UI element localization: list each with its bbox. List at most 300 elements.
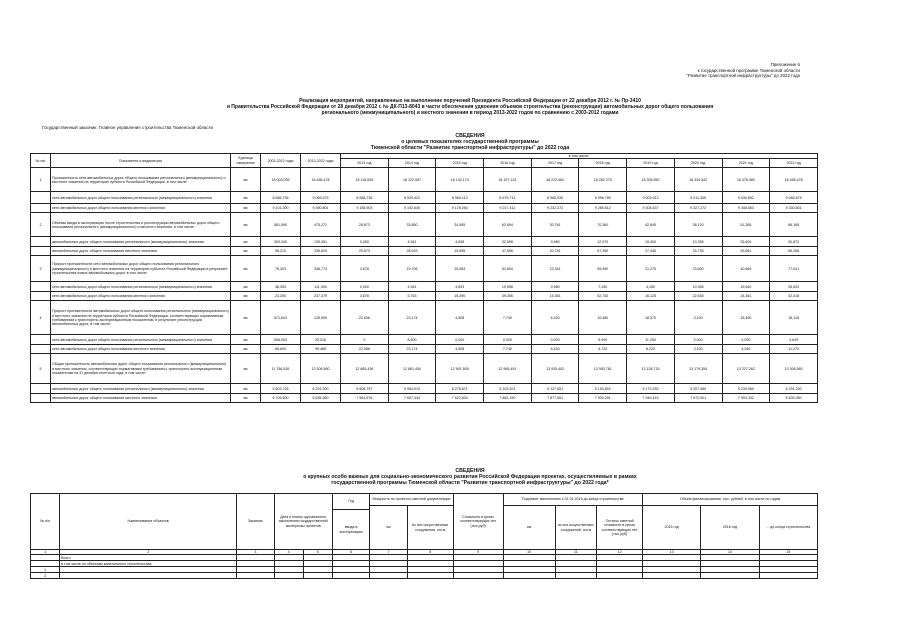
- indicator-number: [31, 394, 51, 403]
- column-number: 8: [407, 550, 453, 555]
- indicators-table: [30, 153, 818, 403]
- projects-table: [30, 493, 818, 579]
- indicator-value: 581,590: [261, 213, 301, 237]
- indicator-value: 5,763: [388, 292, 436, 301]
- indicator-value: 30,872: [770, 237, 818, 247]
- column-number: 3: [237, 550, 274, 555]
- col-year-header: 2019 год: [627, 159, 675, 168]
- document-title: [160, 98, 780, 116]
- col-unit-header: Единица измерения: [231, 154, 261, 168]
- section1-title-line: СВЕДЕНИЯ: [455, 133, 485, 139]
- indicator-value: 13 083,761: [579, 354, 627, 384]
- state-customer: Государственный заказчик: Главное управление строительства Тюменской области: [42, 125, 214, 130]
- indicator-name: Общая протяженность автомобильных дорог общего пользования регионального (межмуниципального) и местного значения, соответствующих нормативным требованиям к транспортно-эксплуатационным показателям на 31 декабря отчетного года, в том числе:: [51, 354, 231, 384]
- indicator-value: 5 207,360: [674, 384, 722, 394]
- indicator-value: 7,740: [484, 345, 532, 354]
- col-period2-header: 2013-2022 годы: [301, 154, 341, 168]
- indicator-value: 20,781: [531, 247, 579, 256]
- column-number: 2: [60, 550, 237, 555]
- indicator-value: 65,600: [261, 345, 301, 354]
- indicator-value: 5,720: [579, 345, 627, 354]
- indicator-value: 0,000: [531, 335, 579, 345]
- section2-title-line: СВЕДЕНИЯ: [455, 468, 485, 474]
- indicator-value: 18 115,639: [341, 168, 389, 192]
- indicator-value: 19,598: [484, 282, 532, 292]
- indicator-value: 18 334,542: [674, 168, 722, 192]
- indicator-value: 0,000: [341, 282, 389, 292]
- column-number: 12: [597, 550, 643, 555]
- indicator-value: 22,986: [341, 345, 389, 354]
- indicator-value: 0,000: [674, 335, 722, 345]
- indicator-value: 48,353: [261, 282, 301, 292]
- indicator-value: 7 607,444: [388, 394, 436, 403]
- indicator-value: 11 756,526: [261, 354, 301, 384]
- indicator-name: сети автомобильных дорог общего пользования местного значения: [51, 345, 231, 354]
- indicator-value: 8 958,736: [341, 192, 389, 204]
- indicator-name: сети автомобильных дорог общего пользования регионального (межмуниципального) значения: [51, 192, 231, 204]
- indicator-value: 18 378,480: [722, 168, 770, 192]
- indicator-value: 98,210: [261, 247, 301, 256]
- indicator-name: сети автомобильных дорог общего пользования местного значения: [51, 292, 231, 301]
- indicator-value: 7,740: [484, 301, 532, 335]
- indicator-unit: км: [231, 192, 261, 204]
- t2-row-num: 1: [31, 567, 60, 573]
- col-year-header: 2020 год: [674, 159, 722, 168]
- indicator-name: Протяженность сети автомобильных дорог общего пользования регионального (межмуниципального) и местного значения на территории субъекта Российской Федерации, в том числе:: [51, 168, 231, 192]
- indicator-value: 139,451: [301, 237, 341, 247]
- indicator-value: 25,735: [674, 247, 722, 256]
- indicator-value: 99,488: [301, 345, 341, 354]
- indicator-value: 9 285,512: [579, 204, 627, 213]
- indicator-value: 13 227,262: [722, 354, 770, 384]
- indicator-value: 13 179,354: [674, 354, 722, 384]
- indicator-value: 18 456,478: [301, 168, 341, 192]
- indicator-value: 9 156,903: [341, 204, 389, 213]
- indicator-value: 12,970: [579, 237, 627, 247]
- indicator-unit: км: [231, 168, 261, 192]
- column-number: 10: [503, 550, 555, 555]
- indicator-value: 9 348,563: [722, 204, 770, 213]
- indicator-row: [31, 247, 818, 256]
- indicator-row: [31, 213, 818, 237]
- indicator-value: 4,150: [627, 282, 675, 292]
- t2-including-label: в том числе по объектам капитального строительства:: [60, 561, 237, 567]
- indicator-value: 23,600: [674, 256, 722, 282]
- indicator-value: 13 306,560: [301, 354, 341, 384]
- t2-finance-header: Объем финансирования, тыс. рублей, в том числе по годам: [643, 494, 818, 506]
- indicator-number: 1: [31, 168, 51, 192]
- indicator-unit: км: [231, 247, 261, 256]
- indicator-value: 18 282,275: [579, 168, 627, 192]
- column-number: 13: [643, 550, 701, 555]
- indicator-value: 20,673: [341, 247, 389, 256]
- col-period1-header: 2003-2012 годы: [261, 154, 301, 168]
- appendix-line: Приложение 6: [770, 62, 800, 67]
- t2-prog-remain-header: Остаток сметной стоимости в ценах соответствующих лет (тыс.руб): [597, 506, 643, 550]
- t2-date-header: Дата и номер однозначного заключения государственной экспертизы проектов: [274, 494, 332, 550]
- indicator-row: [31, 292, 818, 301]
- indicator-unit: км: [231, 394, 261, 403]
- t2-prog-km-header: км: [503, 506, 555, 550]
- indicator-value: 62,694: [484, 213, 532, 237]
- section1-title: [160, 133, 780, 152]
- indicator-value: 6 635,360: [770, 394, 818, 403]
- t2-cap-km-header: км: [370, 506, 407, 550]
- indicator-value: 18,570: [627, 301, 675, 335]
- indicator-value: 13 306,560: [770, 354, 818, 384]
- section1-title-line: о целевых показателях государственной программы: [401, 139, 539, 146]
- indicator-value: 15,400: [627, 237, 675, 247]
- appendix-line: к государственной программе Тюменской области: [697, 67, 800, 73]
- indicator-value: 39,356: [484, 292, 532, 301]
- indicator-value: 6,420: [531, 301, 579, 335]
- indicator-value: 15,118: [770, 301, 818, 335]
- col-year-header: 2018 год: [579, 159, 627, 168]
- indicator-value: 3,678: [341, 292, 389, 301]
- indicator-value: 23,174: [388, 301, 436, 335]
- indicator-name: автомобильных дорог общего пользования регионального (межмуниципального) значения: [51, 237, 231, 247]
- column-number: 4: [274, 550, 303, 555]
- indicator-number: [31, 335, 51, 345]
- indicator-unit: км: [231, 384, 261, 394]
- indicator-row: [31, 384, 818, 394]
- indicator-value: 9,980: [531, 282, 579, 292]
- indicator-value: 9 003,913: [627, 192, 675, 204]
- indicator-value: 6 705,600: [261, 394, 301, 403]
- indicator-number: [31, 204, 51, 213]
- indicator-value: 56,268: [770, 247, 818, 256]
- indicator-value: 22,636: [341, 301, 389, 335]
- title-line: Реализация мероприятий, направленных на выполнение поручений Президента Российской Федерации от 22 декабря 2012 г. № Пр-3410: [299, 98, 641, 104]
- indicator-value: 5 239,960: [722, 384, 770, 394]
- indicator-value: 9 039,652: [722, 192, 770, 204]
- t2-capacity-header: Мощность по проектно-сметной документации: [370, 494, 453, 506]
- indicator-name: Объемы ввода в эксплуатацию после строительства и реконструкции автомобильных дорог общего пользования регионального (межмуниципального) и местного значения, в том числе:: [51, 213, 231, 237]
- t2-cap-incl-header: из них искусственные сооружения, пог.м: [407, 506, 453, 550]
- indicator-value: 40,665: [722, 256, 770, 282]
- indicator-value: 6,220: [627, 345, 675, 354]
- indicator-value: 0,000: [341, 237, 389, 247]
- indicator-value: 506,003: [261, 335, 301, 345]
- indicator-value: 7 862,190: [484, 394, 532, 403]
- indicator-value: 3,678: [341, 256, 389, 282]
- indicator-value: 5 603,726: [261, 384, 301, 394]
- column-number: 1: [31, 550, 60, 555]
- indicator-value: 5 153,802: [579, 384, 627, 394]
- indicator-value: 19,896: [436, 247, 484, 256]
- indicator-number: [31, 345, 51, 354]
- appendix-note: [686, 62, 800, 79]
- indicator-value: 7 561,676: [341, 394, 389, 403]
- indicator-number: [31, 237, 51, 247]
- indicator-unit: км: [231, 301, 261, 335]
- indicator-name: сети автомобильных дорог общего пользования местного значения: [51, 204, 231, 213]
- indicator-value: 571,603: [261, 301, 301, 335]
- indicator-value: 18 197,124: [484, 168, 532, 192]
- indicator-value: 7 993,302: [722, 394, 770, 403]
- indicator-value: 22,635: [674, 292, 722, 301]
- indicator-value: 57,390: [579, 247, 627, 256]
- t2-row-num: 2: [31, 573, 60, 579]
- indicator-number: 2: [31, 213, 51, 237]
- indicator-value: 13 005,402: [531, 354, 579, 384]
- indicator-value: 475,271: [301, 213, 341, 237]
- indicator-value: 15,361: [531, 292, 579, 301]
- indicator-value: 18 456,478: [770, 168, 818, 192]
- indicator-value: 6 291,200: [770, 384, 818, 394]
- indicator-value: 5 179,330: [627, 384, 675, 394]
- t2-fin-2016-header: 2016 год: [701, 506, 759, 550]
- indicator-value: 24,595: [436, 213, 484, 237]
- t2-year-sub-header: ввода в эксплуатацию: [332, 510, 369, 550]
- indicator-value: 8 996,789: [579, 192, 627, 204]
- indicator-value: 15,390: [436, 292, 484, 301]
- indicator-name: Прирост протяженности сети автомобильных дорог общего пользования регионального (межмуниципального) и местного значения на территории субъекта Российской Федерации в результате строительства новых автомобильных дорог, в том числе:: [51, 256, 231, 282]
- indicator-row: [31, 204, 818, 213]
- indicator-value: 86,165: [770, 213, 818, 237]
- title-line: и Правительства Российской Федерации от 28 декабря 2012 г. № ДК-П13-8043 в части обеспечения удвоения объемов строительства (реконструкции) автомобильных дорог общего пользования: [226, 104, 714, 110]
- indicator-value: 18 305,550: [627, 168, 675, 192]
- indicator-value: 12 861,454: [388, 354, 436, 384]
- indicator-value: 42,845: [627, 213, 675, 237]
- indicator-value: 28,673: [341, 213, 389, 237]
- indicator-value: 12 965,491: [484, 354, 532, 384]
- col-year-header: 2014 год: [388, 159, 436, 168]
- indicator-value: 10,480: [579, 301, 627, 335]
- column-number: 6: [332, 550, 369, 555]
- indicator-value: 59,990: [579, 256, 627, 282]
- indicator-value: 18 222,462: [531, 168, 579, 192]
- indicator-value: 16,125: [627, 292, 675, 301]
- indicator-value: 6 291,200: [301, 384, 341, 394]
- indicator-value: 30,761: [531, 213, 579, 237]
- indicator-value: 28,933: [388, 247, 436, 256]
- indicator-number: [31, 192, 51, 204]
- indicator-value: 9,980: [531, 237, 579, 247]
- indicator-value: 3,100: [674, 301, 722, 335]
- indicator-value: 9 304,637: [627, 204, 675, 213]
- indicator-value: 5 103,201: [484, 384, 532, 394]
- indicator-value: 8 964,113: [436, 192, 484, 204]
- indicator-number: [31, 282, 51, 292]
- indicator-value: 3,100: [674, 345, 722, 354]
- indicator-unit: км: [231, 345, 261, 354]
- indicator-value: 19,640: [722, 282, 770, 292]
- indicator-unit: км: [231, 204, 261, 213]
- indicator-value: 8 985,930: [531, 192, 579, 204]
- indicator-row: [31, 192, 818, 204]
- indicator-value: 4,340: [722, 345, 770, 354]
- indicator-value: 18 122,067: [388, 168, 436, 192]
- t2-progress-header: Подлежит выполнению с 01.01.2015 до конца строительства: [503, 494, 642, 506]
- indicator-value: 9 011,305: [674, 192, 722, 204]
- indicator-value: 9 327,272: [674, 204, 722, 213]
- indicator-unit: км: [231, 282, 261, 292]
- indicator-value: 21,275: [627, 256, 675, 282]
- indicator-value: 35,003: [770, 282, 818, 292]
- indicator-name: Прирост протяженности автомобильных дорог общего пользования регионального (межмуниципального) и местного значения на территории субъекта Российской Федерации, соответствующих нормативным требованиям к транспортно-эксплуатационным показателям, в результате реконструкции автомобильных дорог, в том числе:: [51, 301, 231, 335]
- indicator-value: 77,041: [770, 256, 818, 282]
- indicator-value: 8,600: [388, 335, 436, 345]
- t2-fin-2015-header: 2015 год: [643, 506, 701, 550]
- indicator-value: 4,693: [436, 282, 484, 292]
- indicator-value: 76,303: [261, 256, 301, 282]
- indicator-value: 0,000: [436, 335, 484, 345]
- indicator-value: 54,654: [484, 256, 532, 282]
- indicator-value: 7 972,001: [674, 394, 722, 403]
- indicator-row: [31, 345, 818, 354]
- indicator-value: 6,420: [531, 345, 579, 354]
- indicator-number: [31, 292, 51, 301]
- indicator-number: 4: [31, 301, 51, 335]
- indicator-value: 348,773: [301, 256, 341, 282]
- indicator-value: 0: [341, 335, 389, 345]
- indicator-value: 12 901,505: [436, 354, 484, 384]
- indicator-value: 9 232,372: [531, 204, 579, 213]
- indicator-value: 38,120: [674, 213, 722, 237]
- indicator-name: автомобильных дорог общего пользования местного значения: [51, 394, 231, 403]
- indicator-name: автомобильных дорог общего пользования регионального (межмуниципального) значения: [51, 384, 231, 394]
- col-year-header: 2017 год: [531, 159, 579, 168]
- indicator-value: 10,355: [674, 282, 722, 292]
- indicator-value: 237,379: [301, 292, 341, 301]
- indicator-value: 393,340: [261, 237, 301, 247]
- indicator-value: 12 683,436: [341, 354, 389, 384]
- indicator-value: 9 178,064: [436, 204, 484, 213]
- indicator-value: 9 217,411: [484, 204, 532, 213]
- indicator-number: 5: [31, 354, 51, 384]
- column-number: 11: [555, 550, 597, 555]
- indicator-value: 23,250: [261, 292, 301, 301]
- indicator-value: 9 065,675: [301, 192, 341, 204]
- indicator-value: 25,016: [301, 335, 341, 345]
- indicator-row: [31, 256, 818, 282]
- indicator-value: 42,018: [770, 292, 818, 301]
- indicator-unit: км: [231, 292, 261, 301]
- indicator-unit: км: [231, 256, 261, 282]
- section2-title-line: о крупных особо важных для социально-экономического развития Российской Федерации проектах, осуществляемых в рамках: [303, 474, 637, 481]
- indicator-value: 24,361: [722, 292, 770, 301]
- indicator-value: 5 127,851: [531, 384, 579, 394]
- indicator-value: 5 608,757: [341, 384, 389, 394]
- t2-num-header: № п/п: [31, 494, 60, 550]
- indicator-value: 27,445: [627, 247, 675, 256]
- col-year-header: 2021 год: [722, 159, 770, 168]
- indicator-value: 4,508: [436, 345, 484, 354]
- indicator-value: 7 622,834: [436, 394, 484, 403]
- indicator-name: сети автомобильных дорог общего пользования регионального (межмуниципального) значения: [51, 282, 231, 292]
- indicator-number: [31, 247, 51, 256]
- indicator-value: 47,096: [484, 247, 532, 256]
- indicator-value: 7,250: [579, 282, 627, 292]
- col-year-header: 2016 год: [484, 159, 532, 168]
- indicator-value: 9 390,801: [301, 204, 341, 213]
- indicator-value: 25,661: [722, 247, 770, 256]
- indicator-row: [31, 394, 818, 403]
- indicator-value: 9 192,645: [388, 204, 436, 213]
- indicator-value: 7 949,415: [627, 394, 675, 403]
- indicator-value: 52,740: [579, 292, 627, 301]
- indicator-value: 11,270: [770, 345, 818, 354]
- indicator-value: 7 930,291: [579, 394, 627, 403]
- col-year-header: 2013 год: [341, 159, 389, 168]
- indicator-value: 4,649: [770, 335, 818, 345]
- t2-year-header: Год: [332, 494, 369, 510]
- col-including-header: в том числе:: [341, 154, 818, 159]
- t2-fin-end-header: ... до конца строительства: [759, 506, 817, 550]
- indicator-value: 15,450: [722, 301, 770, 335]
- indicator-number: [31, 384, 51, 394]
- indicator-row: [31, 335, 818, 345]
- indicator-value: 8 858,736: [261, 192, 301, 204]
- section1-title-line: Тюменской области "Развитие транспортной инфраструктуры" до 2022 года: [370, 145, 570, 152]
- indicator-value: 4,941: [388, 282, 436, 292]
- indicator-value: 4,508: [436, 301, 484, 335]
- indicator-value: 11,250: [627, 335, 675, 345]
- t2-name-header: Наименование объектов: [60, 494, 237, 550]
- indicator-unit: км: [231, 237, 261, 247]
- indicator-value: 126,505: [301, 301, 341, 335]
- indicator-value: 51,265: [722, 213, 770, 237]
- indicator-value: 4,698: [436, 237, 484, 247]
- section2-title: [160, 468, 780, 487]
- indicator-unit: км: [231, 213, 261, 237]
- indicator-value: 18 142,174: [436, 168, 484, 192]
- indicator-value: 8 979,713: [484, 192, 532, 204]
- section2-title-line: государственной программы Тюменской области "Развитие транспортной инфраструктуры" до 2022 года*: [331, 480, 609, 487]
- appendix-line: "Развитие транспортной инфраструктуры" до 2022 года: [686, 73, 800, 79]
- indicator-value: 33,850: [388, 213, 436, 237]
- indicator-value: 23,341: [531, 256, 579, 282]
- indicator-value: 5,900: [579, 335, 627, 345]
- indicator-value: 23,174: [388, 345, 436, 354]
- indicator-unit: км: [231, 335, 261, 345]
- indicator-value: 10,355: [674, 237, 722, 247]
- indicator-value: 32,598: [484, 237, 532, 247]
- indicator-value: 111,394: [301, 282, 341, 292]
- indicator-unit: км: [231, 354, 261, 384]
- indicator-value: 8 929,422: [388, 192, 436, 204]
- col-num-header: № п/п: [31, 154, 51, 168]
- t2-prog-incl-header: из них искусственных сооружений, пог.м: [555, 506, 597, 550]
- t2-total-label: Всего: [60, 555, 237, 561]
- title-line: регионального (межмуниципального) и местного значения в период 2013-2022 годов по сравнению с 2003-2012 годами: [321, 110, 619, 116]
- indicator-row: [31, 282, 818, 292]
- indicator-value: 4,941: [388, 237, 436, 247]
- indicator-value: 18 003,036: [261, 168, 301, 192]
- col-year-header: 2015 год: [436, 159, 484, 168]
- indicator-number: 3: [31, 256, 51, 282]
- column-number: 14: [701, 550, 759, 555]
- col-year-header: 2022 год: [770, 159, 818, 168]
- indicator-value: 70,360: [579, 213, 627, 237]
- indicator-name: автомобильных дорог общего пользования местного значения: [51, 247, 231, 256]
- indicator-value: 0,000: [722, 335, 770, 345]
- indicator-value: 19,706: [388, 256, 436, 282]
- t2-cost-header: Стоимость в ценах соответствующих лет (тыс.руб): [453, 494, 503, 550]
- column-number: 7: [370, 550, 407, 555]
- indicator-row: [31, 354, 818, 384]
- indicator-value: 13 128,715: [627, 354, 675, 384]
- indicator-row: [31, 301, 818, 335]
- indicator-row: [31, 168, 818, 192]
- indicator-value: 25,083: [436, 256, 484, 282]
- indicator-value: 9 330,801: [770, 204, 818, 213]
- indicator-value: 7 877,551: [531, 394, 579, 403]
- column-number: 9: [453, 550, 503, 555]
- indicator-value: 25,604: [722, 237, 770, 247]
- indicator-value: 0,000: [484, 335, 532, 345]
